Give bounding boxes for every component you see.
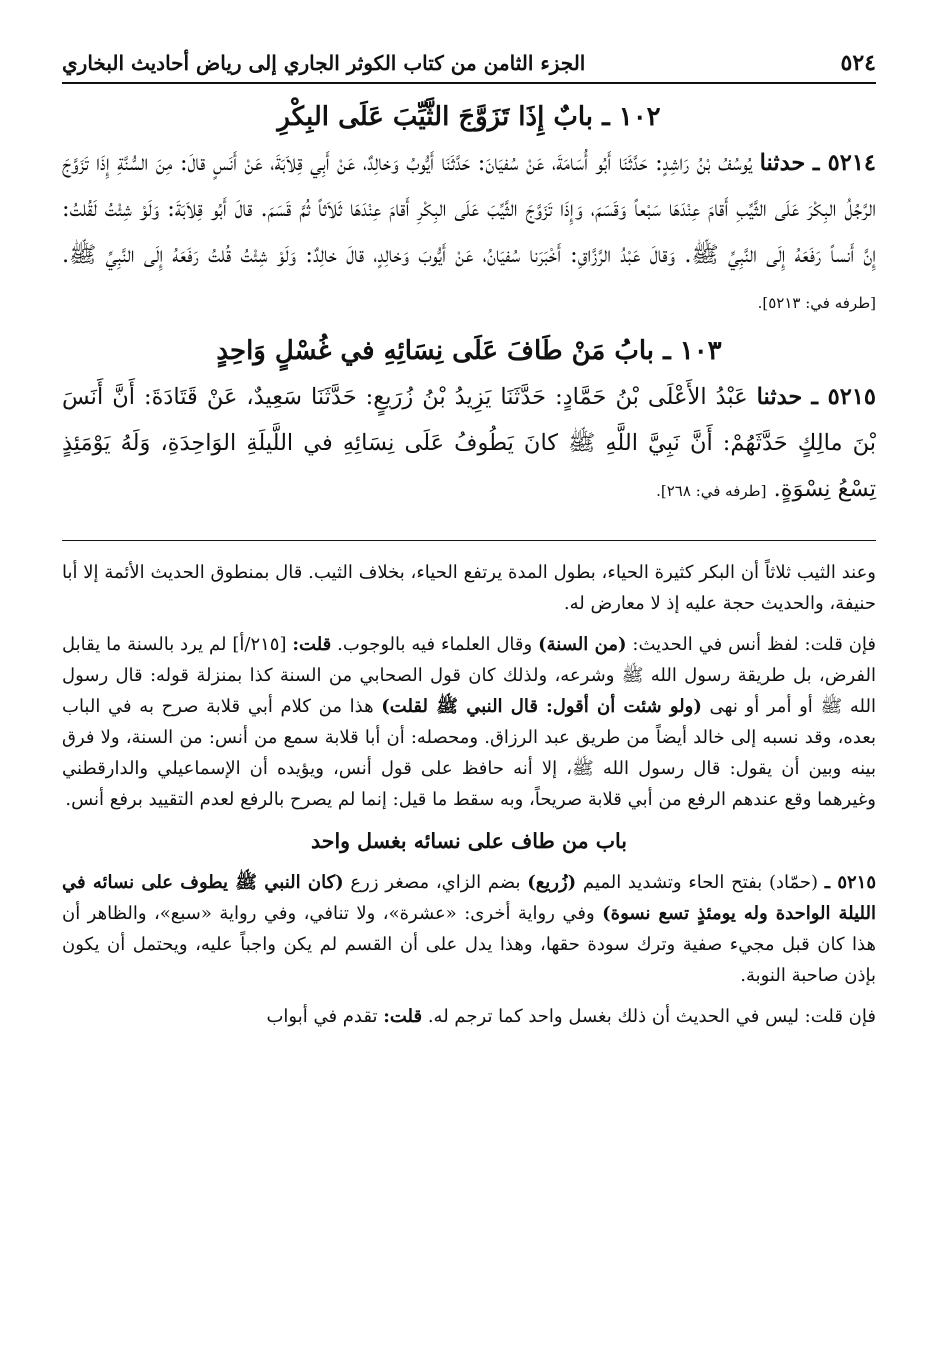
hadith-text: عَبْدُ الأَعْلَى بْنُ حَمَّادٍ: حَدَّثَنَا يَزِيدُ بْنُ زُرَيعٍ: حَدَّثَنَا سَعِيدٌ، عَنْ قَتَادَةَ: أَنَّ أَنَسَ بْنَ مالِكٍ حَدَّثَهُمْ: أَنَّ نَبِيَّ اللَّهِ ﷺ كانَ يَطُوفُ عَلَى نِسَائِهِ في اللَّيلَةِ الوَاحِدَةِ، وَلَهُ يَوْمَئِذٍ تِسْعُ نِسْوَةٍ.	[62, 384, 876, 502]
commentary-text: (حمّاد) بفتح الحاء وتشديد الميم	[576, 872, 825, 893]
commentary-text: هذا من كلام أبي قلابة صرح به في الباب بعده، وقد نسبه إلى خالد أيضاً من طريق عبد الرزاق. ومحصله: أن أبا قلابة سمع من أنس: من السنة، ولا فرق بينه وبين أن يقول: قال رسول الله ﷺ، إلا أنه حافظ على قول أنس، ويؤيده أن الإسماعيلي والدارقطني وغيرهما وقع عندهم الرفع من أبي قلابة صريحاً، وبه سقط ما قيل: إنما لم يصرح بالرفع لعدم التقييد برفع أنس.	[62, 696, 876, 810]
commentary-text: فإن قلت: لفظ أنس في الحديث:	[626, 634, 876, 655]
quoted-phrase: (من السنة)	[538, 634, 627, 655]
page-number: ٥٢٤	[840, 50, 876, 76]
commentary-paragraph	[62, 557, 876, 619]
commentary	[62, 557, 876, 1032]
hadith-number: ٥٢١٥ ـ	[811, 384, 876, 410]
running-title: الجزء الثامن من كتاب الكوثر الجاري إلى رياض أحاديث البخاري	[62, 51, 586, 75]
commentary-text: وفي رواية أخرى: «عشرة»، ولا تنافي، وفي رواية «سبع»، والظاهر أن هذا كان قبل مجيء صفية وترك سودة حقها، وهذا يدل على أن القسم لم يكن واجباً عليه، ويحتمل أن يكون بإذن صاحبة النوبة.	[62, 903, 876, 986]
page-header	[62, 50, 876, 84]
commentary-text: [٢١٥/أ] لم يرد بالسنة ما يقابل الفرض، بل طريقة رسول الله ﷺ وشرعه، ولذلك كان قول الصحابي من السنة كذا بمنزلة قوله: قال رسول الله ﷺ أو أمر أو نهى	[62, 634, 876, 717]
commentary-text: تقدم في أبواب	[266, 1006, 384, 1027]
qult-marker: قلت:	[292, 634, 332, 655]
qult-marker: قلت:	[383, 1006, 423, 1027]
hadith-5214	[62, 140, 876, 326]
commentary-paragraph	[62, 629, 876, 815]
hadith-opening: حدثنا	[756, 384, 803, 410]
hadith-reference: [طرفه في: ٥٢١٣].	[757, 294, 876, 312]
commentary-text: بضم الزاي، مصغر زرع	[343, 872, 528, 893]
hadith-number: ٥٢١٥ ـ	[824, 872, 876, 893]
hadith-5215	[62, 374, 876, 514]
footnote-divider	[62, 540, 876, 541]
quoted-phrase: (كان النبي ﷺ يطوف على نسائه في الليلة الواحدة وله يومئذٍ تسع نسوة)	[62, 872, 877, 924]
hadith-text: يُوسُفُ بْنُ رَاشِدٍ: حَدَّثَنَا أَبُو أُسَامَةَ، عَنْ سُفيَانَ: حَدَّثَنَا أَيُّوبُ وَخالِدٌ، عَنْ أَبِي قِلاَبَةَ، عَنْ أَنَسٍ قالَ: مِنَ السُّنَّةِ إِذَا تَزَوَّجَ الرَّجُلُ البِكْرَ عَلَى الثَّيِّبِ أَقامَ عِنْدَهَا سَبْعاً وَقَسَمَ، وَإِذَا تَزَوَّجَ الثَّيِّبَ عَلَى البِكْرِ أَقامَ عِنْدَهَا ثَلاَثاً ثُمَّ قَسَمَ. قالَ أَبُو قِلاَبَةَ: وَلَوْ شِئْتُ لَقُلتُ: إِنَّ أَنساً رَفَعَهُ إِلَى النَّبِيِّ ﷺ. وَقالَ عَبْدُ الرَّزَّاقِ: أَخْبَرَنا سُفيَانُ، عَنْ أَيُّوبَ وَخالِدٍ، قالَ خالِدٌ: وَلَوْ شِئْتُ قُلتُ رَفَعَهُ إِلَى النَّبِيِّ ﷺ.	[62, 150, 876, 268]
commentary-paragraph	[62, 867, 876, 991]
chapter-heading-103: ١٠٣ ـ بابُ مَنْ طَافَ عَلَى نِسَائِهِ في غُسْلٍ وَاحِدٍ	[216, 336, 722, 366]
quoted-phrase: (ولو شئت أن أقول: قال النبي ﷺ لقلت)	[381, 696, 702, 717]
commentary-text: فإن قلت: ليس في الحديث أن ذلك بغسل واحد كما ترجم له.	[422, 1006, 876, 1027]
hadith-opening: حدثنا	[759, 150, 806, 176]
chapter-heading-102: ١٠٢ ـ بابٌ إِذَا تَزَوَّجَ الثَّيِّبَ عَلَى البِكْرِ	[277, 102, 661, 132]
hadith-number: ٥٢١٤ ـ	[812, 150, 876, 176]
hadith-reference: [طرفه في: ٢٦٨].	[656, 482, 767, 500]
commentary-text: وقال العلماء فيه بالوجوب.	[331, 634, 539, 655]
commentary-paragraph	[62, 1001, 876, 1032]
commentary-sub-heading: باب من طاف على نسائه بغسل واحد	[311, 829, 627, 853]
commentary-text: وعند الثيب ثلاثاً أن البكر كثيرة الحياء، بطول المدة يرتفع الحياء، بخلاف الثيب. قال بمنطوق الحديث الأئمة إلا أبا حنيفة، والحديث حجة عليه إذ لا معارض له.	[62, 562, 877, 614]
quoted-phrase: (زُريع)	[527, 872, 577, 893]
